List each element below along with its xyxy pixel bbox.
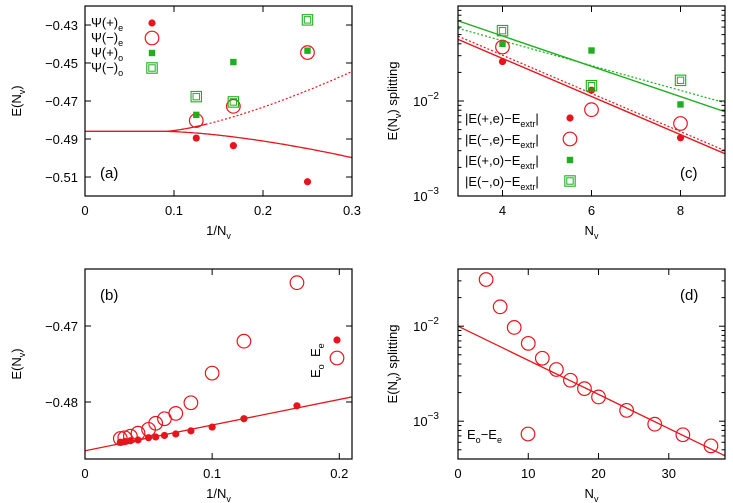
- square-inner: [304, 17, 310, 23]
- legend-marker: [563, 132, 577, 146]
- legend-entry-label: [465, 174, 539, 192]
- legend-text-sub: o: [316, 364, 326, 370]
- x-tick-label: 0.1: [203, 466, 222, 481]
- y-tick-exponent: −3: [427, 186, 439, 197]
- ticks: [413, 269, 725, 481]
- legend-text-end: |: [535, 132, 539, 147]
- legend-text: Ψ(+): [91, 45, 119, 60]
- y-tick-label: −0.48: [45, 395, 78, 410]
- x-axis-label: [206, 223, 231, 241]
- legend-marker: [333, 336, 340, 343]
- data-point-s3-0: [497, 25, 507, 35]
- data-point-s2-2: [304, 47, 310, 53]
- legend-text-sub: e: [118, 38, 124, 48]
- data-point-s3-1: [228, 97, 238, 107]
- data-point-s0-1: [230, 142, 237, 149]
- square-inner: [677, 77, 683, 83]
- legend-entry-label: [467, 427, 502, 445]
- legend-marker: [145, 31, 159, 45]
- legend-entry-label: [465, 153, 539, 171]
- data-point-s3-2: [302, 15, 312, 25]
- legend-text: Ψ(−): [91, 30, 119, 45]
- x-axis-label-sub: v: [226, 494, 231, 503]
- data-point-s0-8: [187, 427, 194, 434]
- x-tick-label: 20: [591, 466, 606, 481]
- panel-label: (b): [100, 287, 119, 304]
- y-axis-label: [385, 62, 403, 141]
- y-tick-label: −0.43: [45, 18, 78, 33]
- legend: [465, 111, 577, 192]
- chart-panel-a: [9, 6, 361, 241]
- legend-entry-label: [465, 111, 539, 129]
- x-axis-label-sub: v: [226, 231, 231, 241]
- y-tick-exponent: −2: [427, 91, 439, 102]
- y-tick-label: [413, 316, 439, 334]
- legend-text-sub: o: [475, 435, 481, 445]
- legend: [308, 336, 344, 378]
- data-point-s1-10: [237, 334, 251, 348]
- legend-text-end: |: [535, 153, 539, 168]
- data-point-s0-2: [677, 134, 684, 141]
- x-axis-label-sub: v: [593, 231, 599, 241]
- y-tick-base: 10: [413, 94, 428, 109]
- y-axis-label-main: E(N: [385, 118, 400, 141]
- y-tick-label: −0.47: [45, 94, 78, 109]
- x-tick-label: 0: [81, 203, 89, 218]
- data-point-s0-4: [536, 351, 550, 365]
- y-tick-label: −0.47: [45, 319, 78, 334]
- x-tick-label: 0: [454, 466, 462, 481]
- y-axis-label-sub: v: [17, 352, 27, 358]
- square-inner: [149, 65, 155, 71]
- y-tick-label: −0.45: [45, 56, 78, 71]
- data-point-s0-0: [499, 58, 506, 65]
- data-point-s0-2: [507, 321, 521, 335]
- legend-marker: [566, 114, 573, 121]
- data-point-s1-11: [290, 276, 304, 290]
- x-tick-label: 0.1: [164, 203, 184, 218]
- data-point-s2-0: [499, 41, 505, 47]
- y-tick-label: [413, 186, 439, 204]
- legend-text-sub: e: [316, 343, 326, 349]
- plot-frame: [85, 6, 352, 196]
- data-point-s3-1: [586, 80, 596, 90]
- x-axis-label: [585, 223, 599, 241]
- y-tick-base: 10: [413, 319, 428, 335]
- panel-label: (c): [680, 165, 698, 182]
- x-axis-label-main: N: [584, 223, 594, 238]
- x-axis-label-main: N: [584, 486, 594, 501]
- data-point-s2-1: [230, 59, 236, 65]
- y-axis-label-end: ): [9, 348, 24, 353]
- legend-entry-label: [308, 343, 326, 357]
- y-tick-label: [413, 411, 439, 429]
- legend-text: |E(+,e)−E: [465, 111, 521, 126]
- legend-marker: [565, 176, 575, 186]
- x-tick-label: 30: [661, 466, 677, 481]
- fit-line-2: [458, 21, 725, 112]
- data-point-s0-10: [240, 415, 247, 422]
- y-axis-label: [9, 348, 27, 379]
- y-axis-label: [385, 325, 403, 404]
- data-point-s0-1: [493, 300, 507, 314]
- legend-text: Ψ(+): [91, 15, 119, 30]
- data-point-s2-0: [193, 112, 199, 118]
- y-axis-label-end: ) splitting: [385, 324, 400, 377]
- data-point-s3-0: [191, 91, 201, 101]
- data-point-s1-8: [184, 396, 198, 410]
- y-axis-label-main: E(N: [385, 381, 400, 404]
- x-tick-label: 4: [498, 203, 507, 218]
- data-points: [114, 276, 304, 446]
- legend-marker: [147, 63, 157, 73]
- fit-curve-upper-solid: [85, 124, 208, 131]
- legend-text: E: [308, 369, 323, 378]
- x-axis-label: [206, 486, 231, 503]
- y-axis-label-sub: v: [393, 113, 403, 119]
- y-axis-label-sub: v: [393, 376, 403, 382]
- y-tick-label: −0.51: [45, 170, 78, 185]
- legend-text-sub: o: [118, 53, 124, 63]
- y-tick-base: 10: [413, 189, 428, 204]
- legend-text-sub: e: [118, 23, 124, 33]
- chart-panel-d: [385, 269, 725, 503]
- data-points: [189, 15, 314, 186]
- data-point-s2-2: [677, 101, 683, 107]
- legend-text-sub2: e: [496, 435, 502, 445]
- x-axis-label-sub: v: [593, 494, 599, 503]
- legend-text-mid: −E: [480, 427, 497, 442]
- y-axis-label-end: ): [9, 85, 24, 90]
- legend-text-end: |: [535, 111, 539, 126]
- fit-curve-upper-dotted: [210, 72, 352, 124]
- chart-panel-c: [385, 6, 725, 241]
- legend-marker: [330, 351, 344, 365]
- legend-text-end: |: [535, 174, 539, 189]
- x-axis-label-main: 1/N: [206, 486, 227, 501]
- panel-label: (d): [680, 287, 699, 304]
- legend-text: E: [467, 427, 476, 442]
- square-inner: [499, 27, 505, 33]
- legend-text-sub: o: [118, 68, 124, 78]
- y-axis-label: [9, 85, 27, 116]
- data-point-s3-2: [675, 75, 685, 85]
- data-point-s1-9: [205, 366, 219, 380]
- chart-panel-b: [9, 269, 352, 503]
- fit-curves: [85, 72, 352, 158]
- data-point-s2-1: [588, 47, 594, 53]
- x-tick-label: 10: [521, 466, 536, 481]
- square-inner: [193, 93, 199, 99]
- legend-text-sub: extr: [520, 140, 536, 150]
- legend-marker: [149, 50, 155, 56]
- data-point-s1-7: [169, 407, 183, 421]
- y-tick-label: [413, 91, 439, 109]
- data-point-s1-1: [585, 103, 599, 117]
- data-point-s0-1: [588, 87, 595, 94]
- data-point-s0-6: [161, 432, 168, 439]
- data-point-s0-0: [193, 134, 200, 141]
- data-point-s1-2: [674, 117, 688, 131]
- data-point-s0-11: [293, 402, 300, 409]
- legend-text-sub: extr: [520, 119, 536, 129]
- y-axis-label-end: ) splitting: [385, 61, 400, 114]
- x-tick-label: 0: [81, 466, 89, 481]
- data-point-s0-7: [578, 382, 592, 396]
- panel-label: (a): [100, 165, 119, 182]
- data-point-s0-9: [209, 423, 216, 430]
- x-axis-label-main: 1/N: [206, 223, 227, 238]
- data-point-s0-3: [521, 337, 535, 351]
- data-point-s0-2: [304, 178, 311, 185]
- x-tick-label: 0.3: [342, 203, 362, 218]
- legend-text-sub: extr: [520, 182, 536, 192]
- legend-text: Ψ(−): [91, 60, 119, 75]
- legend-entry-label: [465, 132, 539, 150]
- legend-marker: [521, 427, 535, 441]
- legend-marker: [567, 157, 573, 163]
- x-axis-label: [585, 486, 599, 503]
- legend-text: E: [308, 348, 323, 357]
- data-point-s0-7: [172, 430, 179, 437]
- legend-text: |E(−,o)−E: [465, 174, 521, 189]
- y-tick-base: 10: [413, 414, 428, 430]
- y-tick-label: −0.49: [45, 132, 78, 147]
- x-tick-label: 0.2: [253, 203, 273, 218]
- data-point-s0-0: [479, 273, 493, 287]
- x-tick-label: 8: [676, 203, 685, 218]
- legend-entry-label: [308, 364, 326, 378]
- data-point-s0-12: [704, 439, 718, 453]
- y-axis-label-sub: v: [17, 89, 27, 95]
- legend-text: |E(+,o)−E: [465, 153, 521, 168]
- y-axis-label-main: E(N: [9, 94, 24, 117]
- x-tick-label: 0.2: [330, 466, 349, 481]
- legend-text-sub: extr: [520, 161, 536, 171]
- fit-curve-lower: [85, 131, 352, 157]
- x-tick-label: 6: [587, 203, 596, 218]
- legend: [91, 15, 159, 78]
- legend: [467, 427, 535, 445]
- y-tick-exponent: −3: [427, 411, 439, 423]
- y-axis-label-main: E(N: [9, 357, 24, 380]
- legend-text: |E(−,e)−E: [465, 132, 521, 147]
- legend-marker: [148, 19, 155, 26]
- square-inner: [567, 178, 573, 184]
- y-tick-exponent: −2: [427, 316, 439, 328]
